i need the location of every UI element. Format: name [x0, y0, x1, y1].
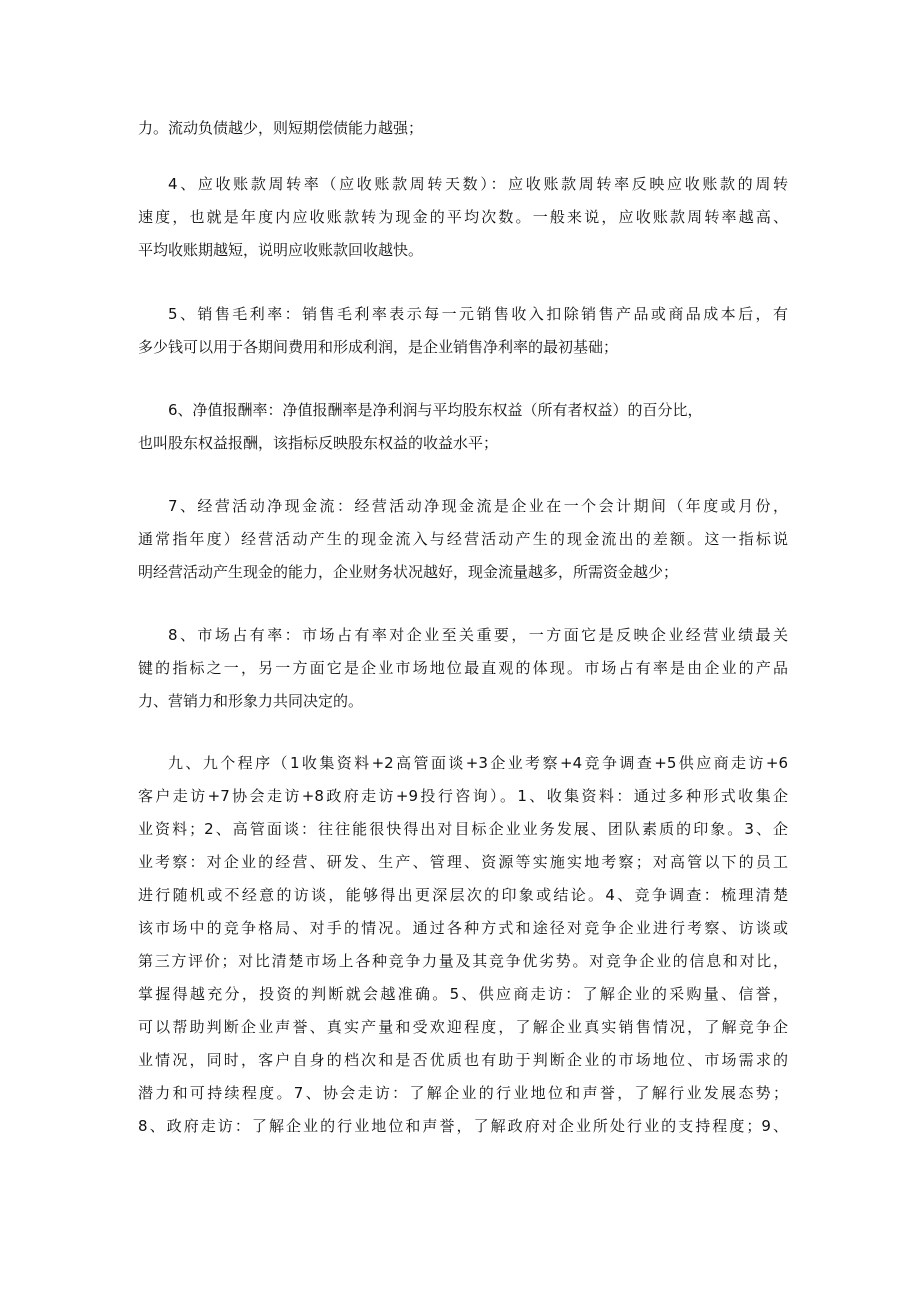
text-line: 该市场中的竞争格局、对手的情况。通过各种方式和途径对竞争企业进行考察、访谈或	[138, 919, 788, 937]
text-line: 平均收账期越短，说明应收账款回收越快。	[138, 241, 424, 259]
text-line: 九、九个程序（1收集资料+2高管面谈+3企业考察+4竞争调查+5供应商走访+6	[168, 754, 788, 772]
text-line: 8、市场占有率：市场占有率对企业至关重要，一方面它是反映企业经营业绩最关	[168, 626, 788, 644]
text-line: 多少钱可以用于各期间费用和形成利润，是企业销售净利率的最初基础；	[138, 338, 619, 356]
paragraph-roe	[138, 394, 788, 460]
text-line: 潜力和可持续程度。7、协会走访：了解企业的行业地位和声誉，了解行业发展态势；	[138, 1084, 788, 1102]
text-line: 掌握得越充分，投资的判断就会越准确。5、供应商走访：了解企业的采购量、信誉，	[138, 985, 788, 1003]
text-line: 力。流动负债越少，则短期偿债能力越强；	[138, 119, 424, 137]
text-line: 6、净值报酬率：净值报酬率是净利润与平均股东权益（所有者权益）的百分比，	[168, 401, 703, 419]
text-line: 进行随机或不经意的访谈，能够得出更深层次的印象或结论。4、竞争调查：梳理清楚	[138, 886, 788, 904]
paragraph-liquidity-tail	[138, 112, 788, 145]
paragraph-operating-cash-flow	[138, 490, 788, 589]
text-line: 5、销售毛利率：销售毛利率表示每一元销售收入扣除销售产品或商品成本后，有	[168, 305, 788, 323]
text-line: 业情况，同时，客户自身的档次和是否优质也有助于判断企业的市场地位、市场需求的	[138, 1051, 788, 1069]
text-line: 8、政府走访：了解企业的行业地位和声誉，了解政府对企业所处行业的支持程度；9、	[138, 1117, 788, 1135]
text-line: 4、应收账款周转率（应收账款周转天数）：应收账款周转率反映应收账款的周转	[168, 175, 788, 193]
text-line: 明经营活动产生现金的能力，企业财务状况越好，现金流量越多，所需资金越少；	[138, 563, 679, 581]
text-line: 第三方评价；对比清楚市场上各种竞争力量及其竞争优劣势。对竞争企业的信息和对比，	[138, 952, 788, 970]
text-line: 也叫股东权益报酬，该指标反映股东权益的收益水平；	[138, 434, 499, 452]
text-line: 速度，也就是年度内应收账款转为现金的平均次数。一般来说，应收账款周转率越高、	[138, 208, 788, 226]
text-line: 可以帮助判断企业声誉、真实产量和受欢迎程度，了解企业真实销售情况，了解竞争企	[138, 1018, 788, 1036]
paragraph-gross-margin	[138, 298, 788, 364]
paragraph-market-share	[138, 619, 788, 718]
text-line: 业资料；2、高管面谈：往往能很快得出对目标企业业务发展、团队素质的印象。3、企	[138, 820, 788, 838]
text-line: 通常指年度）经营活动产生的现金流入与经营活动产生的现金流出的差额。这一指标说	[138, 530, 788, 548]
paragraph-nine-procedures	[138, 747, 788, 1143]
paragraph-receivables-turnover	[138, 168, 788, 267]
text-line: 键的指标之一，另一方面它是企业市场地位最直观的体现。市场占有率是由企业的产品	[138, 659, 788, 677]
text-line: 客户走访+7协会走访+8政府走访+9投行咨询）。1、收集资料：通过多种形式收集企	[138, 787, 788, 805]
text-line: 7、经营活动净现金流：经营活动净现金流是企业在一个会计期间（年度或月份，	[168, 497, 788, 515]
text-line: 力、营销力和形象力共同决定的。	[138, 692, 364, 710]
text-line: 业考察：对企业的经营、研发、生产、管理、资源等实施实地考察；对高管以下的员工	[138, 853, 788, 871]
